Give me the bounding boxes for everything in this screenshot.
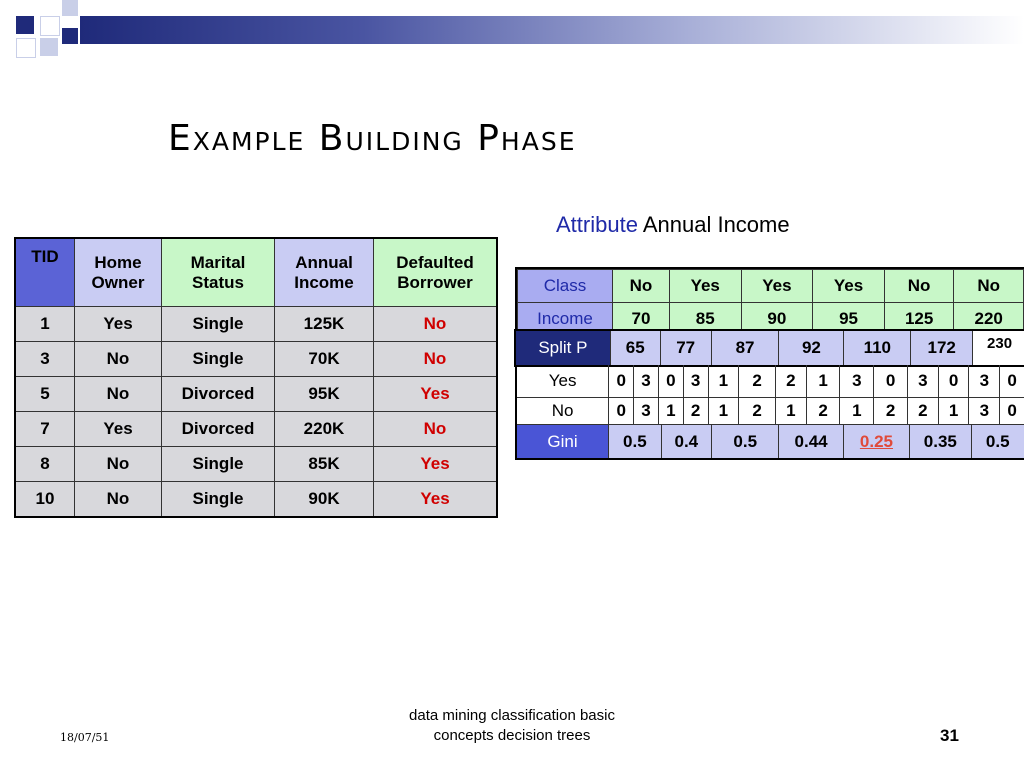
count-cell: 3 (634, 365, 659, 397)
footer-caption-line: data mining classification basic (409, 707, 615, 724)
cell-defaulted: Yes (374, 447, 498, 482)
cell-defaulted: No (374, 412, 498, 447)
header-tid: TID (15, 238, 75, 307)
split-evaluation-table (515, 267, 1024, 460)
income-value: 220 (954, 303, 1024, 336)
count-cell: 2 (739, 397, 776, 424)
count-cell: 2 (739, 365, 776, 397)
count-cell: 1 (939, 397, 970, 424)
table-row (15, 342, 497, 377)
count-cell: 1 (776, 397, 807, 424)
count-cell: 1 (659, 397, 684, 424)
cell-defaulted: No (374, 307, 498, 342)
cell-defaulted: Yes (374, 482, 498, 518)
cell-home-owner: No (75, 447, 162, 482)
page-number: 31 (940, 726, 959, 745)
income-value: 70 (613, 303, 670, 336)
split-row-label: Split P (516, 331, 610, 365)
cell-tid: 5 (15, 377, 75, 412)
class-row (518, 270, 1024, 303)
cell-annual-income: 125K (275, 307, 374, 342)
count-cell: 2 (684, 397, 709, 424)
table-row (15, 377, 497, 412)
income-value: 90 (741, 303, 813, 336)
yes-counts-row (517, 365, 1024, 398)
cell-marital-status: Single (162, 342, 275, 377)
gini-row-label: Gini (517, 425, 608, 458)
table-row (15, 307, 497, 342)
split-value: 77 (660, 331, 711, 365)
count-cell: 0 (609, 365, 634, 397)
no-counts-row (517, 397, 1024, 425)
count-cell: 0 (939, 365, 970, 397)
decorative-square (16, 38, 36, 58)
cell-marital-status: Divorced (162, 377, 275, 412)
gini-row (517, 425, 1024, 458)
count-cell: 0 (1007, 400, 1017, 420)
split-value: 110 (843, 331, 910, 365)
cell-home-owner: Yes (75, 412, 162, 447)
count-cell: 1 (807, 365, 841, 397)
attribute-label: Attribute (556, 212, 638, 237)
cell-annual-income: 220K (275, 412, 374, 447)
count-cell: 3 (634, 397, 659, 424)
decorative-square (40, 38, 58, 56)
training-data-table (14, 237, 498, 518)
count-cell: 3 (840, 365, 874, 397)
table-row (15, 412, 497, 447)
cell-annual-income: 90K (275, 482, 374, 518)
income-value: 85 (669, 303, 741, 336)
split-value: 172 (910, 331, 972, 365)
no-row-label: No (517, 397, 609, 424)
cell-marital-status: Divorced (162, 412, 275, 447)
attribute-caption (556, 212, 790, 238)
split-value: 65 (610, 331, 660, 365)
cell-marital-status: Single (162, 307, 275, 342)
class-value: Yes (813, 270, 885, 303)
slide-title: Example Building Phase (168, 118, 577, 159)
decorative-square (62, 0, 78, 16)
footer-caption (362, 706, 662, 746)
cell-defaulted: No (374, 342, 498, 377)
sorted-values-table (517, 269, 1024, 336)
count-cell: 1 (709, 397, 740, 424)
cell-tid: 7 (15, 412, 75, 447)
gini-value: 0.5 (971, 425, 1024, 458)
class-value: No (613, 270, 670, 303)
class-value: Yes (669, 270, 741, 303)
header-home-owner: Home Owner (75, 238, 162, 307)
header-gradient-bar (80, 16, 1024, 44)
cell-annual-income: 85K (275, 447, 374, 482)
header-annual-income: Annual Income (275, 238, 374, 307)
income-value: 95 (813, 303, 885, 336)
cell-tid: 8 (15, 447, 75, 482)
count-cell: 0 (609, 397, 634, 424)
count-cell: 3 (908, 365, 939, 397)
header-defaulted-borrower: Defaulted Borrower (374, 238, 498, 307)
count-cell: 3 (684, 365, 709, 397)
count-cell: 3 (969, 397, 1000, 424)
cell-home-owner: Yes (75, 307, 162, 342)
cell-marital-status: Single (162, 482, 275, 518)
attribute-name: Annual Income (642, 212, 790, 237)
split-value: 92 (778, 331, 843, 365)
gini-value: 0.5 (608, 425, 660, 458)
split-value: 230 (972, 331, 1024, 365)
footer-date: 18/07/51 (60, 731, 110, 744)
cell-tid: 1 (15, 307, 75, 342)
class-value: No (884, 270, 954, 303)
gini-value: 0.4 (661, 425, 712, 458)
table-header-row (15, 238, 497, 307)
cell-tid: 10 (15, 482, 75, 518)
class-value: Yes (741, 270, 813, 303)
gini-best-value: 0.25 (843, 425, 909, 458)
count-cell: 2 (807, 397, 841, 424)
cell-marital-status: Single (162, 447, 275, 482)
gini-value: 0.5 (711, 425, 778, 458)
cell-home-owner: No (75, 342, 162, 377)
table-row (15, 482, 497, 518)
decorative-square (40, 16, 60, 36)
decorative-square (16, 16, 34, 34)
count-cell: 2 (908, 397, 939, 424)
count-cell: 0 (659, 365, 684, 397)
gini-value: 0.44 (778, 425, 842, 458)
footer-caption-line: concepts decision trees (433, 727, 591, 744)
header-marital-status: Marital Status (162, 238, 275, 307)
cell-annual-income: 70K (275, 342, 374, 377)
count-cell: 2 (874, 397, 908, 424)
count-cell: 1 (709, 365, 740, 397)
decorative-square (62, 28, 78, 44)
split-points-row (514, 329, 1024, 367)
split-value: 87 (711, 331, 779, 365)
cell-defaulted: Yes (374, 377, 498, 412)
class-value: No (954, 270, 1024, 303)
count-cell: 1 (840, 397, 874, 424)
income-row-label: Income (518, 303, 613, 336)
count-cell: 0 (1007, 371, 1017, 390)
cell-home-owner: No (75, 377, 162, 412)
table-row (15, 447, 497, 482)
gini-value: 0.35 (909, 425, 970, 458)
cell-home-owner: No (75, 482, 162, 518)
cell-tid: 3 (15, 342, 75, 377)
count-cell: 2 (776, 365, 807, 397)
count-cell: 3 (969, 365, 1000, 397)
income-value: 125 (884, 303, 954, 336)
yes-row-label: Yes (517, 365, 609, 397)
cell-annual-income: 95K (275, 377, 374, 412)
count-cell: 0 (874, 365, 908, 397)
class-row-label: Class (518, 270, 613, 303)
